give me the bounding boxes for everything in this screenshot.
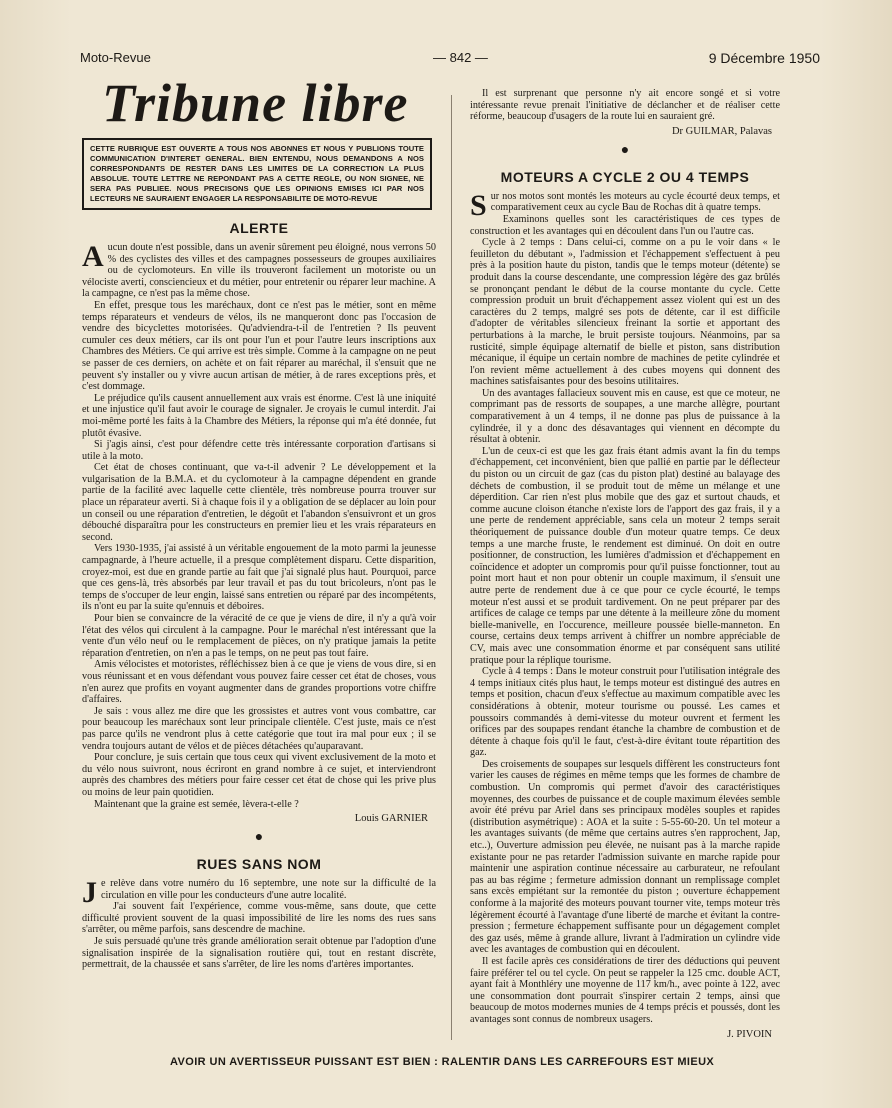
page-number: — 842 — <box>433 50 488 65</box>
author-signature: Louis GARNIER <box>354 813 428 825</box>
article-paragraph: L'un de ceux-ci est que les gaz frais étant admis avant la fin du temps d'échappement, cet inconvénient, bien que pallié en partie par le déflecteur du piston ou un circuit de gaz (cas du piston plat) destiné au balayage des déchets de combustion, il se produit tout de même un mélange et une déperdition. Car rien n'est plus mobile que des gaz et surtout chauds, et comme aucune cloison étanche n'existe lors de l'apport des gaz frais, il y a une perte de rendement appréciable, sans cela un moteur 2 temps serait théoriquement de puissance double d'un moteur quatre temps. Ce deux temps a une marche fruste, le rendement est diminué. On doit en outre positionner, de construction, les lumières d'admission et d'échappement en coïncidence et adopter un compromis pour qu'il puisse fonctionner, tout au point mort haut et non pour obtenir un couple maximum, il s'ensuit une autre perte de rendement due à ce que pour ce cycle écourté, le temps moteur n'est aussi et se produit tardivement. On ne peut préparer par des artifices de calage ce temps par une détente à la meilleure zône du moment bielle-manivelle, en l'occurence, meilleure poussée bielle-manneton. En course, certains deux temps arrivent à chiffrer un nombre appréciable de CV, mais avec une consommation énorme et par conséquent sans utilité pratique pour la réplique tourisme. <box>470 445 780 666</box>
article-paragraph: Cet état de choses continuant, que va-t-il advenir ? Le développement et la vulgarisation de la B.M.A. et du cyclomoteur à la campagne dépendent en grande partie de la facilité avec laquelle cette clientèle, très nombreuse pourra trouver sur place un réparateur averti. Si à chaque fois il y a obligation de se déplacer au loin pour un conseil ou une réparation d'entretien, le dégoût et l'abandon s'ensuivront et un gros débouché disparaîtra pour les constructeurs en premier lieu et les vrais réparateurs en second. <box>82 462 436 543</box>
article-paragraph: Sur nos motos sont montés les moteurs au cycle écourté deux temps, et comparativement ceux au cycle Bau de Rochas dit à quatre temps. <box>470 188 780 222</box>
section-bullet: ● <box>620 142 630 158</box>
article-alerte <box>82 242 436 824</box>
author-signature: J. PIVOIN <box>727 1028 772 1040</box>
article-rues-sans-nom <box>82 878 436 971</box>
article-paragraph: Je suis persuadé qu'une très grande amélioration serait obtenue par l'adoption d'une signalisation inspirée de la signalisation routière qui, tout en restant discrète, permettrait, de la chaussée et sans s'arrêter, de lire les noms d'artères importantes. <box>82 936 436 971</box>
article-paragraph: Cycle à 2 temps : Dans celui-ci, comme on a pu le voir dans « le feuilleton du débutant », l'admission et l'échappement s'effectuent à peu près à la position haute du piston, tandis que le temps moteur (détente) se produit dans la course descendante, une compression légère des gaz brûlés se prononçant pendant le début de la course montante du cycle. Cette compression produit un bruit d'échappement assez violent qui est un des caractères du 2 temps, malgré ses pots de détente, car il est difficile d'adopter de véritables silencieux freinant la sortie et apportant des perturbations à la marche, le bruit persiste toujours. Néanmoins, par sa rusticité, simple équipage alternatif de bielle et piston, sans distribution mécanique, il équipe un certain nombre de machines de petite cylindrée et l'on revient même actuellement à des cubes moyens qui donnent des machines satisfaisantes pour des besoins utilitaires. <box>470 237 780 388</box>
article-paragraph: Amis vélocistes et motoristes, réfléchissez bien à ce que je viens de vous dire, si en vous réunissant et en vous défendant vous pouvez faire cesser cet état de choses, vous n'en aurez que profits en voyant augmenter dans de grandes proportions votre chiffre d'affaires. <box>82 659 436 706</box>
author-signature: Dr GUILMAR, Palavas <box>671 125 772 137</box>
page-header <box>80 50 820 72</box>
article-paragraph: Pour bien se convaincre de la véracité de ce que je viens de dire, il n'y a qu'à voir l'état des vélos qui circulent à la campagne. Pour le maréchal n'est intéressant que la vente d'un vélo neuf ou le remplacement de pièces, on n'y pratique jamais la petite réparation d'entretien, on n'en a pas le temps, on ne peut pas tout faire. <box>82 613 436 659</box>
article-paragraph: Un des avantages fallacieux souvent mis en cause, est que ce moteur, ne comprimant pas de ressorts de soupapes, a une marche allègre, pourtant comparativement à un 4 temps, il ne donne pas plus de puissance à la cylindrée, il y a donc des désavantages qui viennent en décompte du résultat à obtenir. <box>470 387 780 446</box>
article-paragraph: Il est surprenant que personne n'y ait encore songé et si votre intéressante revue prenait l'initiative de déclancher et de réaliser cette réforme, beaucoup d'usagers de la route lui en sauraient gré. <box>470 88 780 123</box>
left-column <box>82 72 436 1040</box>
column-masthead: Tribune libre <box>102 73 409 133</box>
article-paragraph: Le préjudice qu'ils causent annuellement aux vrais est énorme. C'est là une iniquité et une injustice qu'il faut avoir le courage de signaler. Je croyais le cumul interdit. J'ai moi-même porté les faits à la Chambre des Métiers, la réponse qui m'a été donnée, fut plutôt évasive. <box>82 392 436 439</box>
drop-cap: A <box>82 240 104 273</box>
article-paragraph: Il est facile après ces considérations de tirer des déductions qui peuvent faire préférer tel ou tel cycle. On peut se rappeler la 125 cmc. double ACT, ayant fait à Monthléry une moyenne de 117 km/h., avec pointe à 122, avec une consommation dont pourrait s'inspirer certain 2 temps, ainsi que beaucoup de motos modernes munies de 4 temps précis et poussés, dont les avantages sont connus de nombreux usagers. <box>470 955 780 1025</box>
right-column <box>470 88 780 1040</box>
article-paragraph: Pour conclure, je suis certain que tous ceux qui vivent exclusivement de la moto et du vélo nous suivront, nous écriront en grand nombre à ce sujet, et interviendront auprès des chambres des métiers pour faire cesser cet état de chose qui les prive plus ou moins de leur pain quotidien. <box>82 752 436 798</box>
column-divider <box>451 95 452 1040</box>
article-paragraph: J'ai souvent fait l'expérience, comme vous-même, sans doute, que cette difficulté provient souvent de la quasi impossibilité de lire les noms des rues sans s'arrêter, ou même parfois, sans descendre de machine. <box>82 901 436 936</box>
article-title-alerte: ALERTE <box>229 220 289 236</box>
article-paragraph: Vers 1930-1935, j'ai assisté à un véritable engouement de la moto parmi la jeunesse campagnarde, à l'heure actuelle, il a presque complètement disparu. Cette disparition, croyez-moi, est due en grande partie au fait que j'ai signalé plus haut. Pourquoi, parce que ces gens-là, très absorbés par leur travail et pas du tout bricoleurs, n'ont pas le temps de s'occuper de leur engin, laissé sans entretien ou réparé par des incompétents, ils n'ont eu par la suite qu'ennuis et déboires. <box>82 543 436 613</box>
issue-date: 9 Décembre 1950 <box>708 50 820 66</box>
article-paragraph: En effet, presque tous les maréchaux, dont ce n'est pas le métier, sont en même temps réparateurs et vendeurs de vélos, ils ne manqueront donc pas l'occasion de vendre des bicyclettes motorisées. Qu'adviendra-t-il de l'entretien ? Ils peuvent cumuler ces deux métiers, car ils ont pour l'un et pour l'autre leurs inscriptions aux Chambres des Métiers. Ce qui arrive est très simple. Comme à la campagne on ne peut se passer de ces derniers, on achète et on fait réparer au maréchal, il s'ensuit que ne peuvent s'y installer ou y vivre aucun artisan de métier, à de rares exceptions près, et c'est dommage. <box>82 299 436 393</box>
article-paragraph: Des croisements de soupapes sur lesquels diffèrent les constructeurs font varier les causes de régimes en même temps que les formes de chambre de combustion. Un compromis qui permet d'avoir des caractéristiques moyennes, des courbes de puissance et de couple maximum élevées semble avoir été prévu par Ariel dans ses principaux modèles souples et rapides (distribution asymétrique) : AOA et la suite : 5-55-60-20. Un tel moteur a les avantages suivants (de même que certains autres s'en rapprochent, Jap, etc..), Ouverture admission peu élevée, ne nuisant pas à la marche rapide existante pour ne pas retarder l'admission suivante en marche rapide pour maintenir une aspiration continue nécessaire au carburateur, ne refoulant pas au bas régime ; fermeture admission donnant un remplissage complet sans excès empiétant sur la remontée du piston ; ouverture échappement conforme à la majorité des moteurs pouvant tourner vite, temps moteur très légèrement écourté à l'avantage d'une liberté de marche et évitant la contre-pression ; fermeture échappement suffisante pour un dégagement complet des gaz usés, même à grande allure, livrant à l'admiration un cylindre vide avec les avantages de combustion qui en découlent. <box>470 758 780 956</box>
publication-name: Moto-Revue <box>80 50 151 65</box>
page-footer-slogan: AVOIR UN AVERTISSEUR PUISSANT EST BIEN : RALENTIR DANS LES CARREFOURS EST MIEUX <box>170 1056 715 1068</box>
article-paragraph: Aucun doute n'est possible, dans un avenir sûrement peu éloigné, nous verrons 50 % des cyclistes des villes et des campagnes possesseurs de groupes auxiliaires ou de cyclomoteurs. En ville ils trouveront facilement un motoriste ou un vélociste averti, consciencieux et du métier, pour entretenir ou réparer leur machine. A la campagne, ce n'est pas la même chose. <box>82 240 436 300</box>
drop-cap: J <box>82 876 97 910</box>
article-title-rues: RUES SANS NOM <box>196 856 322 873</box>
article-paragraph: Je sais : vous allez me dire que les grossistes et autres vont vous combattre, car pour beaucoup les maréchaux sont leur principale clientèle. C'est juste, mais ce n'est pas parce qu'ils ne vendront plus à cette catégorie que tout ira mal pour eux ; il se vendra toujours autant de vélos et de pièces détachées qu'auparavant. <box>82 705 436 752</box>
section-bullet: ● <box>254 830 264 846</box>
article-moteurs <box>470 188 780 1040</box>
rubric-intro-box: CETTE RUBRIQUE EST OUVERTE A TOUS NOS ABONNES ET NOUS Y PUBLIONS TOUTE COMMUNICATION D'INTERET GENERAL. BIEN ENTENDU, NOUS DEMANDONS A NOS CORRESPONDANTS DE RESTER DANS LES LIMITES DE LA CORRECTION LA PLUS ABSOLUE. TOUTE LETTRE NE REPONDANT PAS A CETTE REGLE, OU NON SIGNEE, NE SERA PAS PUBLIEE. NOUS PRECISONS QUE LES OPINIONS EMISES ICI PAR NOS LECTEURS NE SAURAIENT ENGAGER LA RESPONSABILITE DE MOTO-REVUE <box>82 138 432 210</box>
article-paragraph: Cycle à 4 temps : Dans le moteur construit pour l'utilisation intégrale des 4 temps initiaux cités plus haut, le temps moteur est distingué des autres en temps et position, chacun d'eux s'effectue au maximum compatible avec les considérations à obtenir, moteur tourisme ou poussé. Les cames et poussoirs commandés à demi-vitesse du moteur ouvrent et ferment les orifices par des soupapes rendant étanche la chambre de combustion et de détente à chaque fois qu'il le faut, c'est-à-dire évitant toute répartition des gaz. <box>470 666 780 759</box>
article-paragraph: Maintenant que la graine est semée, lèvera-t-elle ? <box>94 798 299 810</box>
article-paragraph: Si j'agis ainsi, c'est pour défendre cette très intéressante corporation d'artisans si utile à la moto. <box>82 439 436 462</box>
article-title-moteurs: MOTEURS A CYCLE 2 OU 4 TEMPS <box>500 168 750 185</box>
article-paragraph: Examinons quelles sont les caractéristiques de ces types de construction et les avantages qui en découlent dans l'un ou l'autre cas. <box>470 213 780 237</box>
article-paragraph: Je relève dans votre numéro du 16 septembre, une note sur la difficulté de la circulation en ville pour les conducteurs d'une autre localité. <box>82 876 436 910</box>
drop-cap: S <box>470 188 487 222</box>
